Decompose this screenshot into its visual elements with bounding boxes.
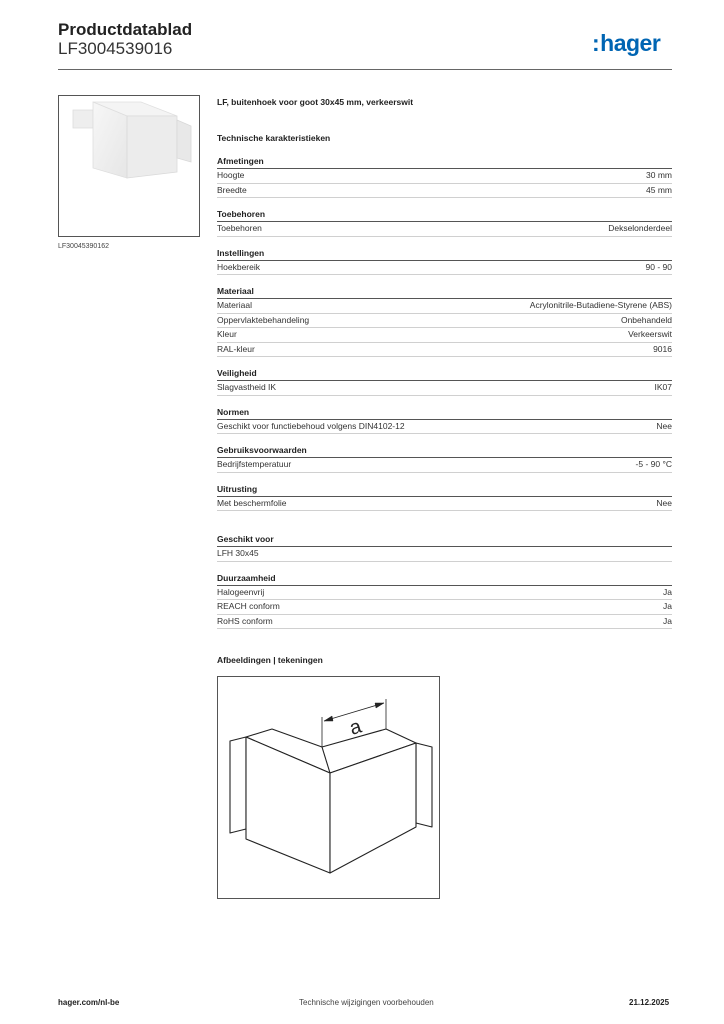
- section-heading: Afmetingen: [217, 155, 672, 169]
- spec-row: [217, 497, 672, 512]
- section-heading: Instellingen: [217, 247, 672, 261]
- footer-date: 21.12.2025: [629, 998, 670, 1007]
- spec-sections: [217, 155, 672, 629]
- header-divider: [58, 69, 672, 70]
- spec-row: [217, 328, 672, 343]
- spec-row: [217, 420, 672, 435]
- thumbnail-caption: LF30045390162: [58, 243, 109, 250]
- spec-label: Bedrijfstemperatuur: [217, 459, 292, 469]
- spec-section: [217, 533, 672, 562]
- spec-section: [217, 285, 672, 357]
- spec-value: Ja: [663, 615, 672, 626]
- spec-value: Onbehandeld: [620, 314, 672, 325]
- spec-section: [217, 444, 672, 473]
- drawings-title: Afbeeldingen | tekeningen: [217, 655, 323, 665]
- spec-label: Toebehoren: [217, 223, 262, 233]
- product-title: LF, buitenhoek voor goot 30x45 mm, verkeerswit: [217, 97, 414, 107]
- spec-section: [217, 367, 672, 396]
- spec-value: Verkeerswit: [628, 329, 672, 339]
- spec-label: Hoogte: [217, 170, 245, 180]
- spec-value: IK07: [654, 382, 672, 392]
- spec-label: Materiaal: [217, 300, 252, 310]
- product-thumbnail: [58, 95, 200, 237]
- spec-label: Kleur: [217, 329, 237, 339]
- section-heading: Veiligheid: [217, 367, 672, 381]
- spec-section: [217, 208, 672, 237]
- spec-label: Hoekbereik: [217, 261, 260, 272]
- spec-label: Geschikt voor functiebehoud volgens DIN4102-12: [217, 420, 405, 431]
- section-heading: Duurzaamheid: [217, 572, 672, 586]
- product-photo: [59, 96, 199, 236]
- section-heading: Normen: [217, 406, 672, 420]
- spec-row: [217, 222, 672, 237]
- spec-label: LFH 30x45: [217, 548, 259, 558]
- page-title: Productdatablad: [58, 20, 193, 39]
- spec-value: 30 mm: [646, 170, 672, 180]
- spec-section: [217, 483, 672, 512]
- spec-section: [217, 406, 672, 435]
- spec-label: Halogeenvrij: [217, 586, 265, 597]
- spec-label: RoHS conform: [217, 615, 273, 626]
- spec-label: Breedte: [217, 184, 247, 195]
- spec-value: Nee: [656, 420, 672, 431]
- tech-section-title: Technische karakteristieken: [217, 133, 331, 143]
- spec-label: Slagvastheid IK: [217, 382, 277, 392]
- spec-row: [217, 314, 672, 329]
- dimension-label: a: [347, 715, 365, 740]
- footer-website[interactable]: hager.com/nl-be: [58, 998, 120, 1007]
- section-heading: Gebruiksvoorwaarden: [217, 444, 672, 458]
- spec-row: [217, 169, 672, 184]
- spec-label: RAL-kleur: [217, 343, 255, 354]
- spec-section: [217, 247, 672, 276]
- footer-disclaimer: Technische wijzigingen voorbehouden: [299, 998, 434, 1007]
- spec-row: [217, 615, 672, 630]
- spec-value: 45 mm: [646, 184, 672, 195]
- spec-value: Ja: [663, 586, 672, 597]
- spec-value: Acrylonitrile-Butadiene-Styrene (ABS): [529, 300, 672, 310]
- spec-section: [217, 572, 672, 630]
- section-heading: Geschikt voor: [217, 533, 672, 547]
- spec-section: [217, 155, 672, 198]
- spec-value: Dekselonderdeel: [608, 223, 672, 233]
- spec-row: [217, 261, 672, 276]
- spec-column: [217, 95, 672, 629]
- spec-label: Oppervlaktebehandeling: [217, 314, 310, 325]
- logo-text: hager: [600, 30, 661, 56]
- spec-value: 9016: [653, 343, 672, 354]
- product-code: LF3004539016: [58, 39, 173, 58]
- spec-row: [217, 600, 672, 615]
- spec-row: [217, 586, 672, 601]
- spec-value: -5 - 90 °C: [635, 459, 672, 469]
- spec-row: [217, 184, 672, 199]
- spec-row: [217, 547, 672, 562]
- section-heading: Uitrusting: [217, 483, 672, 497]
- section-heading: Toebehoren: [217, 208, 672, 222]
- spec-label: REACH conform: [217, 601, 280, 611]
- spec-value: 90 - 90: [645, 261, 672, 272]
- spec-value: Ja: [663, 601, 672, 611]
- spec-label: Met beschermfolie: [217, 497, 287, 508]
- hager-logo: :hager: [592, 30, 661, 56]
- spec-row: [217, 381, 672, 396]
- spec-row: [217, 343, 672, 358]
- corner-drawing: [218, 677, 439, 898]
- spec-row: [217, 458, 672, 473]
- spec-value: Nee: [656, 497, 672, 508]
- spec-row: [217, 299, 672, 314]
- section-heading: Materiaal: [217, 285, 672, 299]
- technical-drawing: [217, 676, 440, 899]
